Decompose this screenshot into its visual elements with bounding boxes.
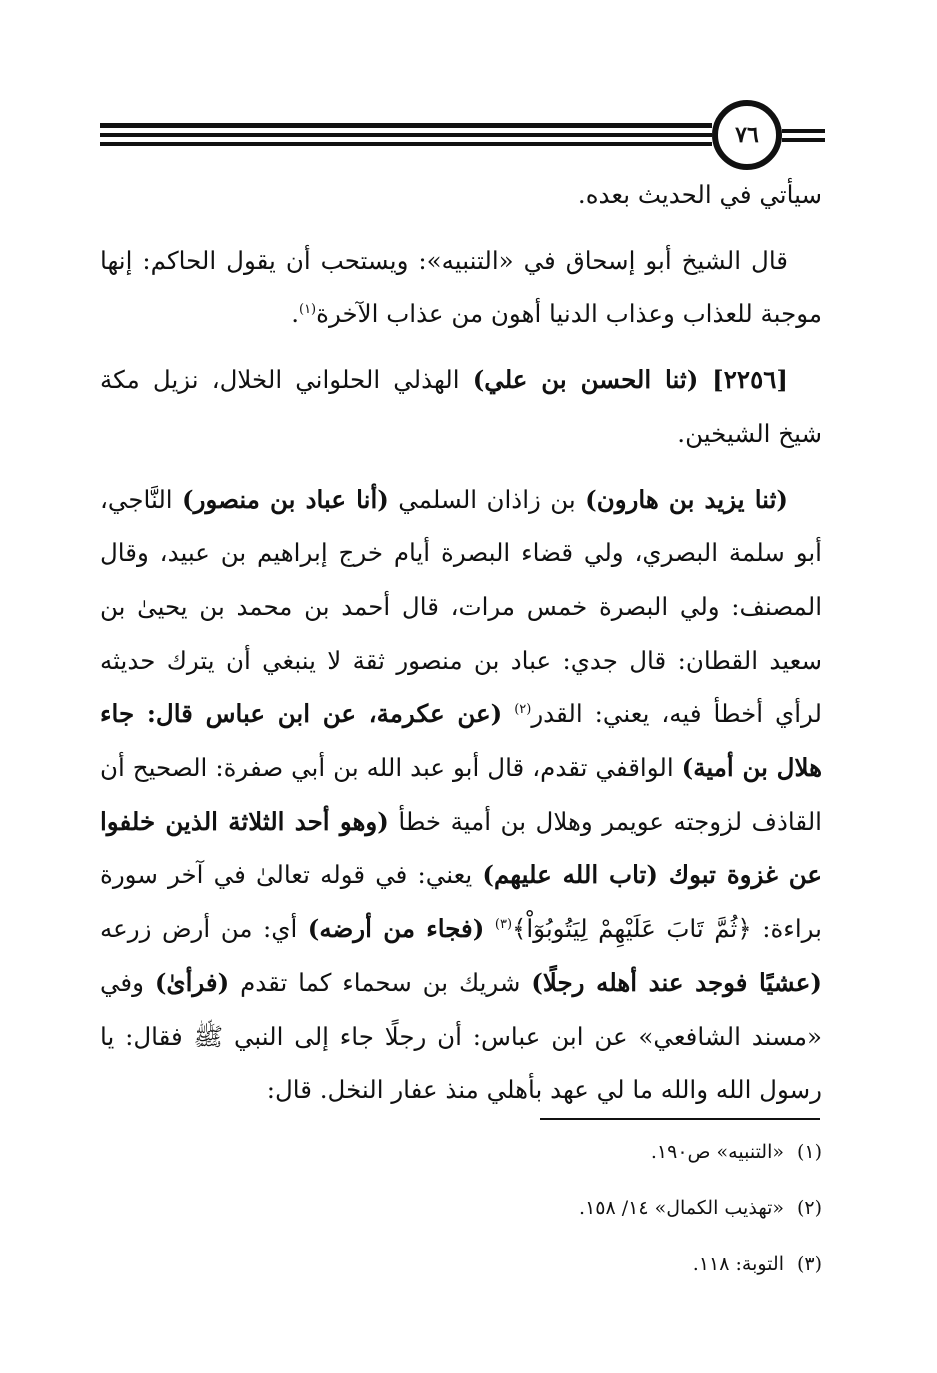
footnote-text: التوبة: ١١٨. xyxy=(692,1253,784,1275)
text-span: الهذلي الحلواني الخلال، نزيل مكة شيخ الشيخين. xyxy=(100,365,822,448)
footnote-item xyxy=(100,1186,822,1242)
footnote-number: (٣) xyxy=(796,1253,822,1275)
bold-text: (أنا عباد بن منصور) xyxy=(182,484,389,514)
footnote-item xyxy=(100,1242,822,1298)
text-span: . xyxy=(291,299,299,329)
text-span: وفي «مسند الشافعي» عن ابن عباس: أن رجلًا جاء إلى النبي ﷺ فقال: يا رسول الله والله ما لي عهد بأهلي منذ عفار النخل. قال: xyxy=(100,967,822,1105)
header-rule-right xyxy=(782,129,825,133)
header-rule-middle xyxy=(100,133,712,137)
footnote-ref: (١) xyxy=(298,302,317,318)
text-span: قال الشيخ أبو إسحاق في «التنبيه»: ويستحب أن يقول الحاكم: إنها موجبة للعذاب وعذاب الدنيا أهون من عذاب الآخرة xyxy=(100,245,822,329)
text-span: أي: من أرض زرعه xyxy=(100,914,308,944)
footnote-text: «التنبيه» ص١٩٠. xyxy=(650,1141,784,1163)
footnote-number: (٢) xyxy=(796,1197,822,1219)
footnote-separator xyxy=(540,1118,820,1120)
bold-text: (فرأىٰ) xyxy=(154,967,230,997)
paragraph xyxy=(100,234,822,341)
page-header xyxy=(100,100,825,170)
header-rule-right xyxy=(782,138,825,142)
bold-text: (عن عكرمة، عن ابن عباس قال: جاء هلال بن أمية) xyxy=(100,699,823,783)
text-span xyxy=(502,699,514,728)
text-span: سيأتي في الحديث بعده. xyxy=(577,180,822,209)
page-number: ٧٦ xyxy=(712,100,782,170)
footnote-number: (١) xyxy=(796,1141,822,1163)
footnotes xyxy=(100,1130,822,1298)
text-span: يعني: في قوله تعالىٰ في آخر سورة براءة: ﴿ثُمَّ تَابَ عَلَيْهِمْ لِيَتُوبُوٓاْ﴾ xyxy=(100,860,822,944)
bold-text: (وهو أحد الثلاثة الذين خلفوا عن غزوة تبوك (تاب الله عليهم) xyxy=(100,806,823,890)
paragraph xyxy=(100,473,822,1117)
footnote-item xyxy=(100,1130,822,1186)
bold-text: (ثنا يزيد بن هارون) xyxy=(585,484,788,514)
paragraph xyxy=(100,353,822,460)
header-rule-top xyxy=(100,123,712,128)
text-span: الواقفي تقدم، قال أبو عبد الله بن أبي صفرة: الصحيح أن القاذف لزوجته عويمر وهلال بن أمية خطأ xyxy=(100,753,822,836)
text-span xyxy=(484,914,495,943)
text-span: النَّاجي، أبو سلمة البصري، ولي قضاء البصرة أيام خرج إبراهيم بن عبيد، وقال المصنف: ولي البصرة خمس مرات، قال أحمد بن محمد بن يحيىٰ بن سعيد القطان: قال جدي: عباد بن منصور ثقة لا ينبغي أن يترك حديثه لرأي أخطأ فيه، يعني: القدر xyxy=(100,484,822,729)
text-span: شريك بن سحماء كما تقدم xyxy=(229,967,532,997)
footnote-ref: (٣) xyxy=(494,916,513,932)
footnote-text: «تهذيب الكمال» ١٤/ ١٥٨. xyxy=(579,1197,784,1219)
main-text xyxy=(100,168,822,1117)
bold-text: (عشيًا فوجد عند أهله رجلًا) xyxy=(531,967,822,997)
bold-text: (فجاء من أرضه) xyxy=(307,914,485,944)
footnote-ref: (٢) xyxy=(514,702,532,718)
paragraph xyxy=(100,168,822,222)
bold-text: [٢٢٥٦] (ثنا الحسن بن علي) xyxy=(472,365,788,395)
header-rule-bottom xyxy=(100,142,712,146)
text-span: بن زاذان السلمي xyxy=(388,484,586,514)
